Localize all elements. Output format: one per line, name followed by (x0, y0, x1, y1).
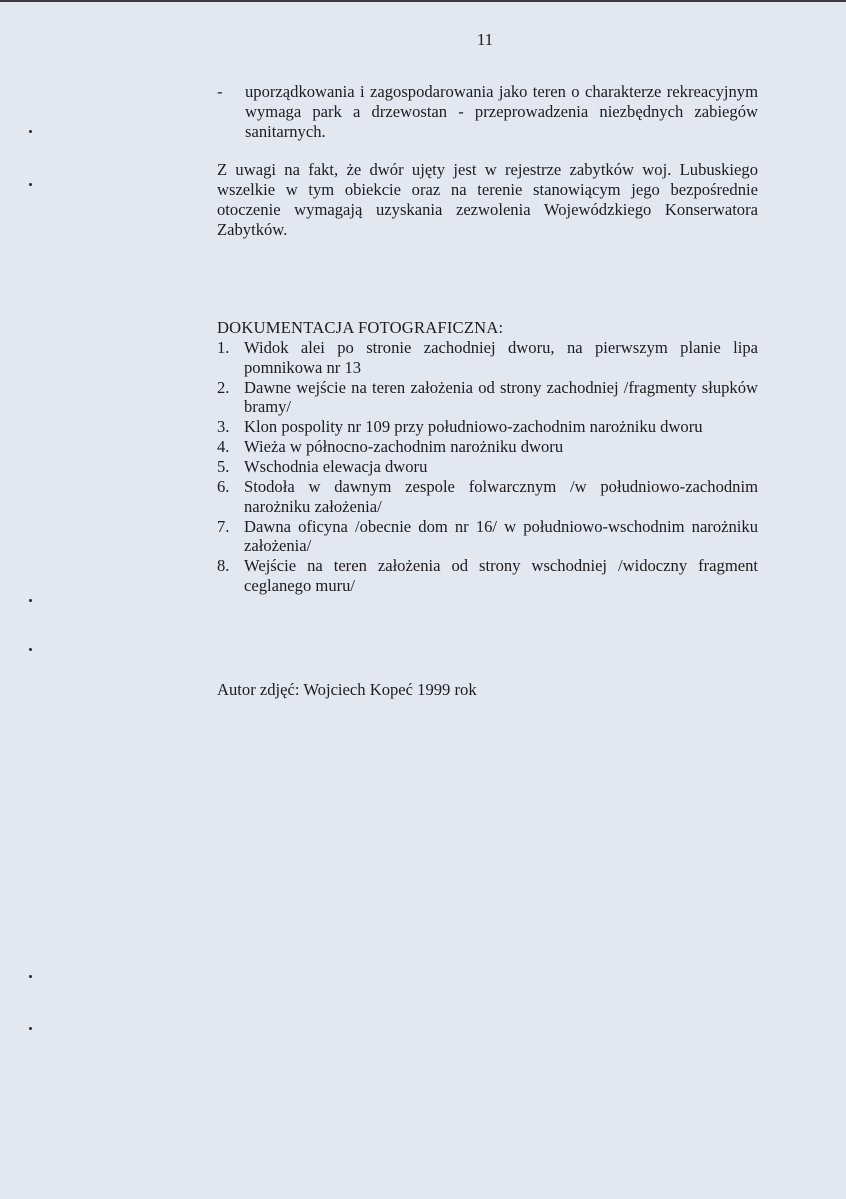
item-text: Wieża w północno-zachodnim narożniku dworu (244, 437, 564, 456)
list-item (217, 457, 758, 477)
item-text: Stodoła w dawnym zespole folwarcznym /w południowo-zachodnim narożniku założenia/ (244, 477, 758, 516)
item-number: 4. (217, 437, 230, 456)
item-number: 8. (217, 556, 230, 575)
item-number: 6. (217, 477, 230, 496)
intro-item-text: uporządkowania i zagospodarowania jako teren o charakterze rekreacyjnym wymaga park a drzewostan - przeprowadzenia niezbędnych zabiegów sanitarnych. (245, 82, 758, 141)
page-number: 11 (476, 30, 494, 49)
photo-author: Autor zdjęć: Wojciech Kopeć 1999 rok (217, 680, 477, 699)
item-text: Dawna oficyna /obecnie dom nr 16/ w południowo-wschodnim narożniku założenia/ (244, 516, 758, 555)
item-text: Klon pospolity nr 109 przy południowo-zachodnim narożniku dworu (244, 417, 703, 436)
list-item (217, 556, 758, 595)
item-number: 3. (217, 417, 230, 436)
item-text: Wschodnia elewacja dworu (244, 457, 428, 476)
scan-speck (29, 130, 32, 133)
scan-speck (29, 648, 32, 651)
list-item (217, 417, 758, 437)
item-number: 1. (217, 338, 230, 357)
scan-speck (29, 183, 32, 186)
item-text: Dawne wejście na teren założenia od strony zachodniej /fragmenty słupków bramy/ (244, 377, 758, 416)
photo-documentation-list (217, 338, 758, 596)
scan-speck (29, 1027, 32, 1030)
list-dash: - (217, 82, 223, 101)
scan-speck (29, 599, 32, 602)
list-item (217, 477, 758, 516)
documentation-heading: DOKUMENTACJA FOTOGRAFICZNA: (217, 318, 504, 337)
list-item (217, 517, 758, 556)
conservation-paragraph: Z uwagi na fakt, że dwór ujęty jest w rejestrze zabytków woj. Lubuskiego wszelkie w tym obiekcie oraz na terenie stanowiącym jego bezpośrednie otoczenie wymagają uzyskania zezwolenia Wojewódzkiego Konserwatora Zabytków. (217, 160, 758, 239)
item-text: Wejście na teren założenia od strony wschodniej /widoczny fragment ceglanego muru/ (244, 556, 758, 595)
list-item (217, 437, 758, 457)
item-number: 7. (217, 516, 230, 536)
item-number: 5. (217, 457, 230, 476)
scan-speck (29, 975, 32, 978)
list-item (217, 378, 758, 417)
item-number: 2. (217, 377, 230, 397)
list-item (217, 338, 758, 377)
item-text: Widok alei po stronie zachodniej dworu, na pierwszym planie lipa pomnikowa nr 13 (244, 338, 758, 377)
